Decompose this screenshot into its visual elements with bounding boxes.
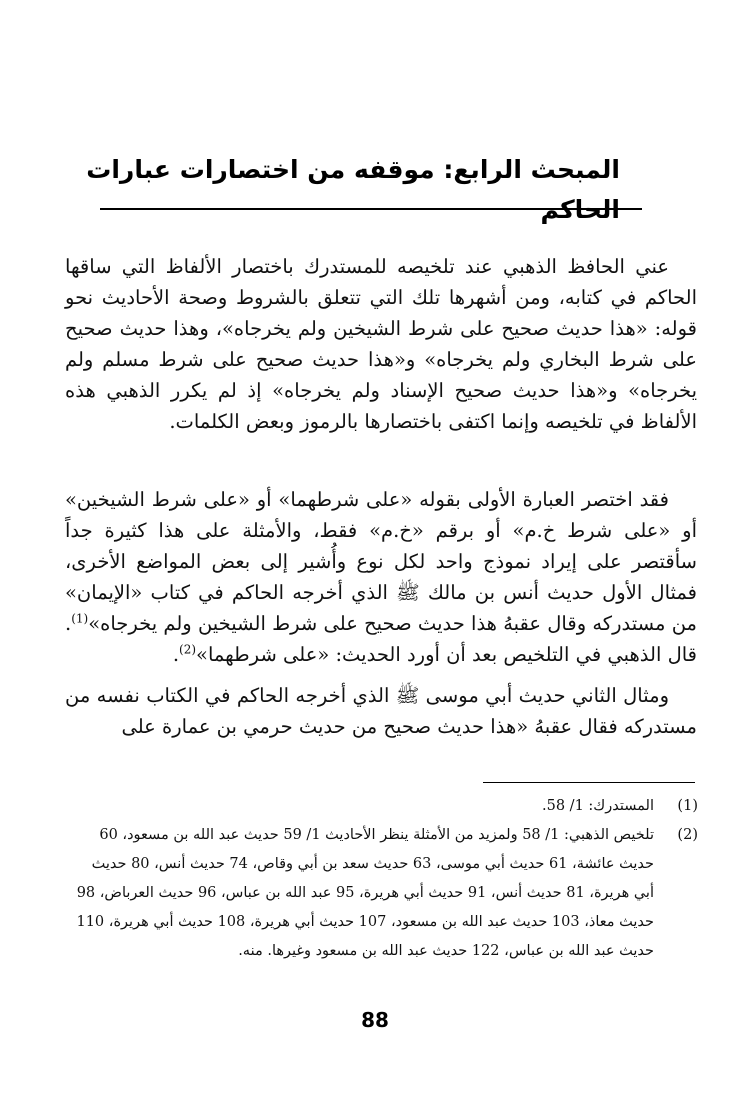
footnote-2 bbox=[70, 821, 698, 966]
section-heading: المبحث الرابع: موقفه من اختصارات عبارات الحاكم bbox=[86, 155, 620, 224]
footnote-1 bbox=[70, 792, 698, 821]
footnote-1-text: المستدرك: 1/ 58. bbox=[542, 798, 654, 814]
paragraph-3-text: ومثال الثاني حديث أبي موسى ﷺ الذي أخرجه الحاكم في الكتاب نفسه من مستدركه فقال عقبهُ «هذا حديث صحيح من حديث حرمي بن عمارة على bbox=[65, 684, 697, 738]
footnote-2-text: تلخيص الذهبي: 1/ 58 ولمزيد من الأمثلة ينظر الأحاديث 1/ 59 حديث عبد الله بن مسعود، 60 حديث عائشة، 61 حديث أبي موسى، 63 حديث سعد بن أبي وقاص، 74 حديث أنس، 80 حديث أبي هريرة، 81 حديث أنس، 91 حديث أبي هريرة، 95 عبد الله بن عباس، 96 حديث العرباض، 98 حديث معاذ، 103 حديث عبد الله بن مسعود، 107 حديث أبي هريرة، 108 حديث أبي هريرة، 110 حديث عبد الله بن عباس، 122 حديث عبد الله بن مسعود وغيرها. منه. bbox=[76, 827, 654, 959]
paragraph-2-end: . bbox=[172, 643, 180, 666]
footnote-2-number: (2) bbox=[677, 827, 698, 843]
footnote-1-number: (1) bbox=[677, 798, 698, 814]
paragraph-1 bbox=[65, 251, 697, 437]
footnote-ref-1[interactable]: (1) bbox=[71, 611, 89, 626]
paragraph-2-main: فقد اختصر العبارة الأولى بقوله «على شرطهما» أو «على شرط الشيخين» أو «على شرط خ.م» أو برقم «خ.م» فقط، والأمثلة على هذا كثيرة جداً سأقتصر على إيراد نموذج واحد لكل نوع وأُشير إلى بعض المواضع الأخرى، فمثال الأول حديث أنس بن مالك ﷺ الذي أخرجه الحاكم في كتاب «الإيمان» من مستدركه وقال عقبهُ هذا حديث صحيح على شرط الشيخين ولم يخرجاه» bbox=[65, 488, 697, 635]
footnote-ref-2[interactable]: (2) bbox=[179, 642, 197, 657]
paragraph-2-text bbox=[65, 484, 697, 670]
paragraph-2 bbox=[65, 484, 697, 670]
heading-underline bbox=[100, 208, 642, 210]
footnote-separator bbox=[483, 782, 695, 783]
paragraph-1-text: عني الحافظ الذهبي عند تلخيصه للمستدرك باختصار الألفاظ التي ساقها الحاكم في كتابه، ومن أشهرها تلك التي تتعلق بالشروط وصحة الأحاديث نحو قوله: «هذا حديث صحيح على شرط الشيخين ولم يخرجاه»، وهذا حديث صحيح على شرط البخاري ولم يخرجاه» و«هذا حديث صحيح على شرط مسلم ولم يخرجاه» و«هذا حديث صحيح الإسناد ولم يخرجاه» إذ لم يكرر الذهبي هذه الألفاظ في تلخيصه وإنما اكتفى باختصارها بالرموز وبعض الكلمات. bbox=[65, 255, 697, 433]
footnotes bbox=[70, 792, 698, 966]
paragraph-3 bbox=[65, 680, 697, 742]
paragraph-2-continued: . قال الذهبي في التلخيص بعد أن أورد الحديث: «على شرطهما» bbox=[65, 612, 697, 666]
page-number: 88 bbox=[361, 1008, 389, 1032]
